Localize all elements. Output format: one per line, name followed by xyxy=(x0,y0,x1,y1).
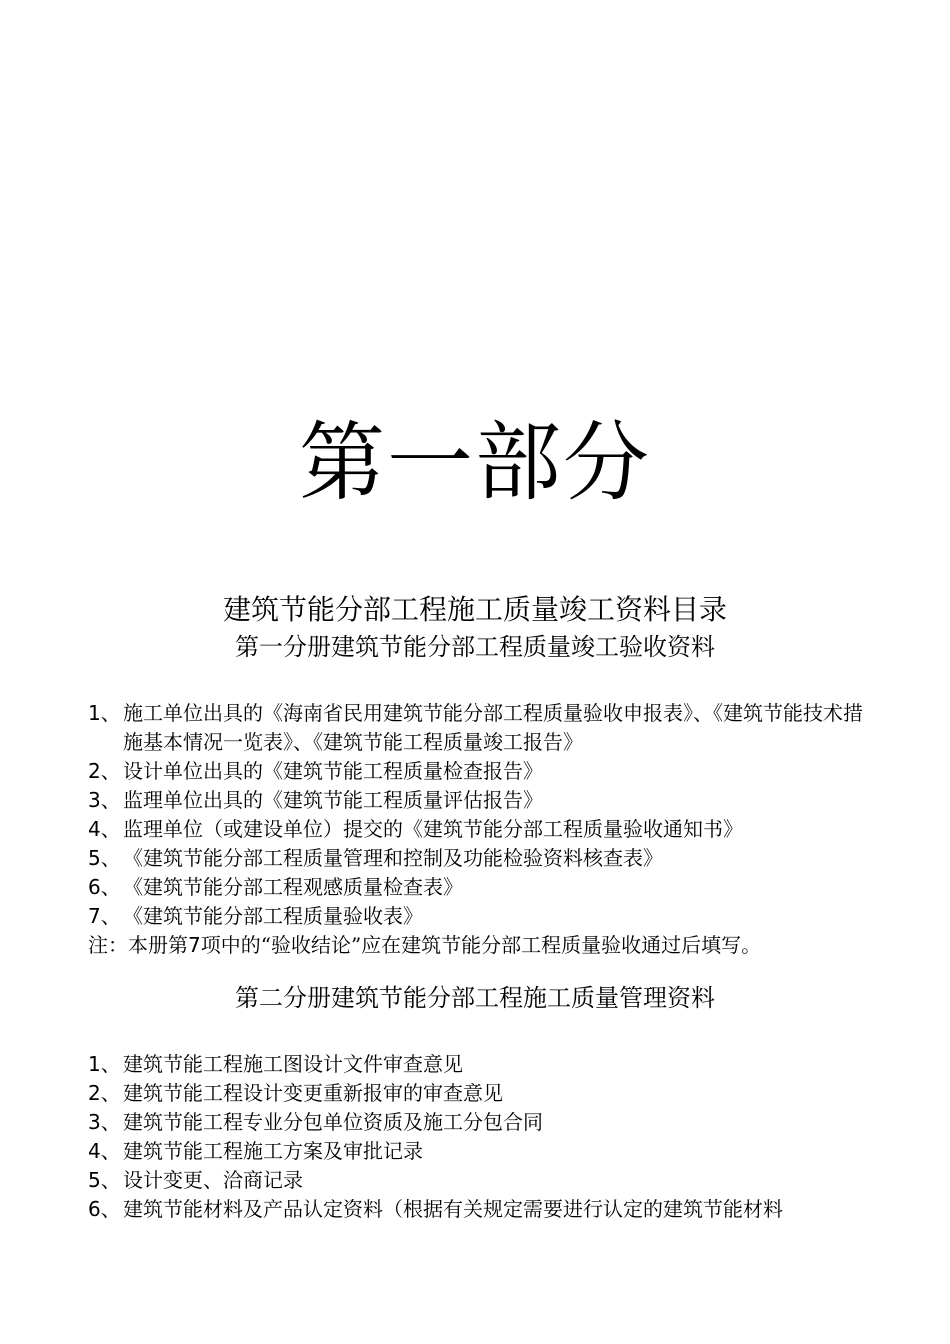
item-number: 6、 xyxy=(88,875,121,899)
item-number: 5、 xyxy=(88,1168,121,1192)
note-prefix: 注：本册第 xyxy=(88,933,188,957)
note-number: 7 xyxy=(188,933,201,957)
volume1-list xyxy=(88,699,878,931)
item-number: 5、 xyxy=(88,846,121,870)
item-number: 3、 xyxy=(88,788,121,812)
volume1-note xyxy=(88,931,888,960)
note-suffix: 项中的“验收结论”应在建筑节能分部工程质量验收通过后填写。 xyxy=(200,933,762,957)
item-text: 建筑节能工程设计变更重新报审的审查意见 xyxy=(123,1081,503,1105)
list-item xyxy=(88,786,878,815)
item-number: 1、 xyxy=(88,1052,121,1076)
list-item xyxy=(88,1108,878,1137)
list-item xyxy=(88,699,878,757)
list-item xyxy=(88,844,878,873)
list-item xyxy=(88,902,878,931)
item-text: 监理单位（或建设单位）提交的《建筑节能分部工程质量验收通知书》 xyxy=(123,817,743,841)
item-text: 建筑节能工程施工方案及审批记录 xyxy=(123,1139,423,1163)
item-number: 7、 xyxy=(88,904,121,928)
item-number: 2、 xyxy=(88,759,121,783)
item-text: 设计单位出具的《建筑节能工程质量检查报告》 xyxy=(123,759,543,783)
list-item xyxy=(88,873,878,902)
volume2-list xyxy=(88,1050,878,1224)
list-item xyxy=(88,1166,878,1195)
volume1-title: 第一分册建筑节能分部工程质量竣工验收资料 xyxy=(235,633,715,661)
list-item xyxy=(88,1195,878,1224)
item-text: 《建筑节能分部工程观感质量检查表》 xyxy=(123,875,463,899)
list-item xyxy=(88,815,878,844)
item-number: 2、 xyxy=(88,1081,121,1105)
item-text: 建筑节能材料及产品认定资料（根据有关规定需要进行认定的建筑节能材料 xyxy=(123,1197,783,1221)
item-number: 4、 xyxy=(88,1139,121,1163)
list-item xyxy=(88,1079,878,1108)
item-text: 设计变更、洽商记录 xyxy=(123,1168,303,1192)
item-text: 《建筑节能分部工程质量验收表》 xyxy=(123,904,423,928)
item-number: 6、 xyxy=(88,1197,121,1221)
volume2-title: 第二分册建筑节能分部工程施工质量管理资料 xyxy=(235,984,715,1012)
item-number: 4、 xyxy=(88,817,121,841)
list-item xyxy=(88,757,878,786)
list-item xyxy=(88,1137,878,1166)
item-text: 建筑节能工程施工图设计文件审查意见 xyxy=(123,1052,463,1076)
item-text: 监理单位出具的《建筑节能工程质量评估报告》 xyxy=(123,788,543,812)
item-number: 1、 xyxy=(88,701,121,725)
item-text: 施工单位出具的《海南省民用建筑节能分部工程质量验收申报表》、《建筑节能技术措施基本情况一览表》、《建筑节能工程质量竣工报告》 xyxy=(123,701,863,754)
item-number: 3、 xyxy=(88,1110,121,1134)
item-text: 建筑节能工程专业分包单位资质及施工分包合同 xyxy=(123,1110,543,1134)
part-title: 第一部分 xyxy=(299,413,651,513)
item-text: 《建筑节能分部工程质量管理和控制及功能检验资料核查表》 xyxy=(123,846,663,870)
list-item xyxy=(88,1050,878,1079)
document-title: 建筑节能分部工程施工质量竣工资料目录 xyxy=(222,593,727,626)
